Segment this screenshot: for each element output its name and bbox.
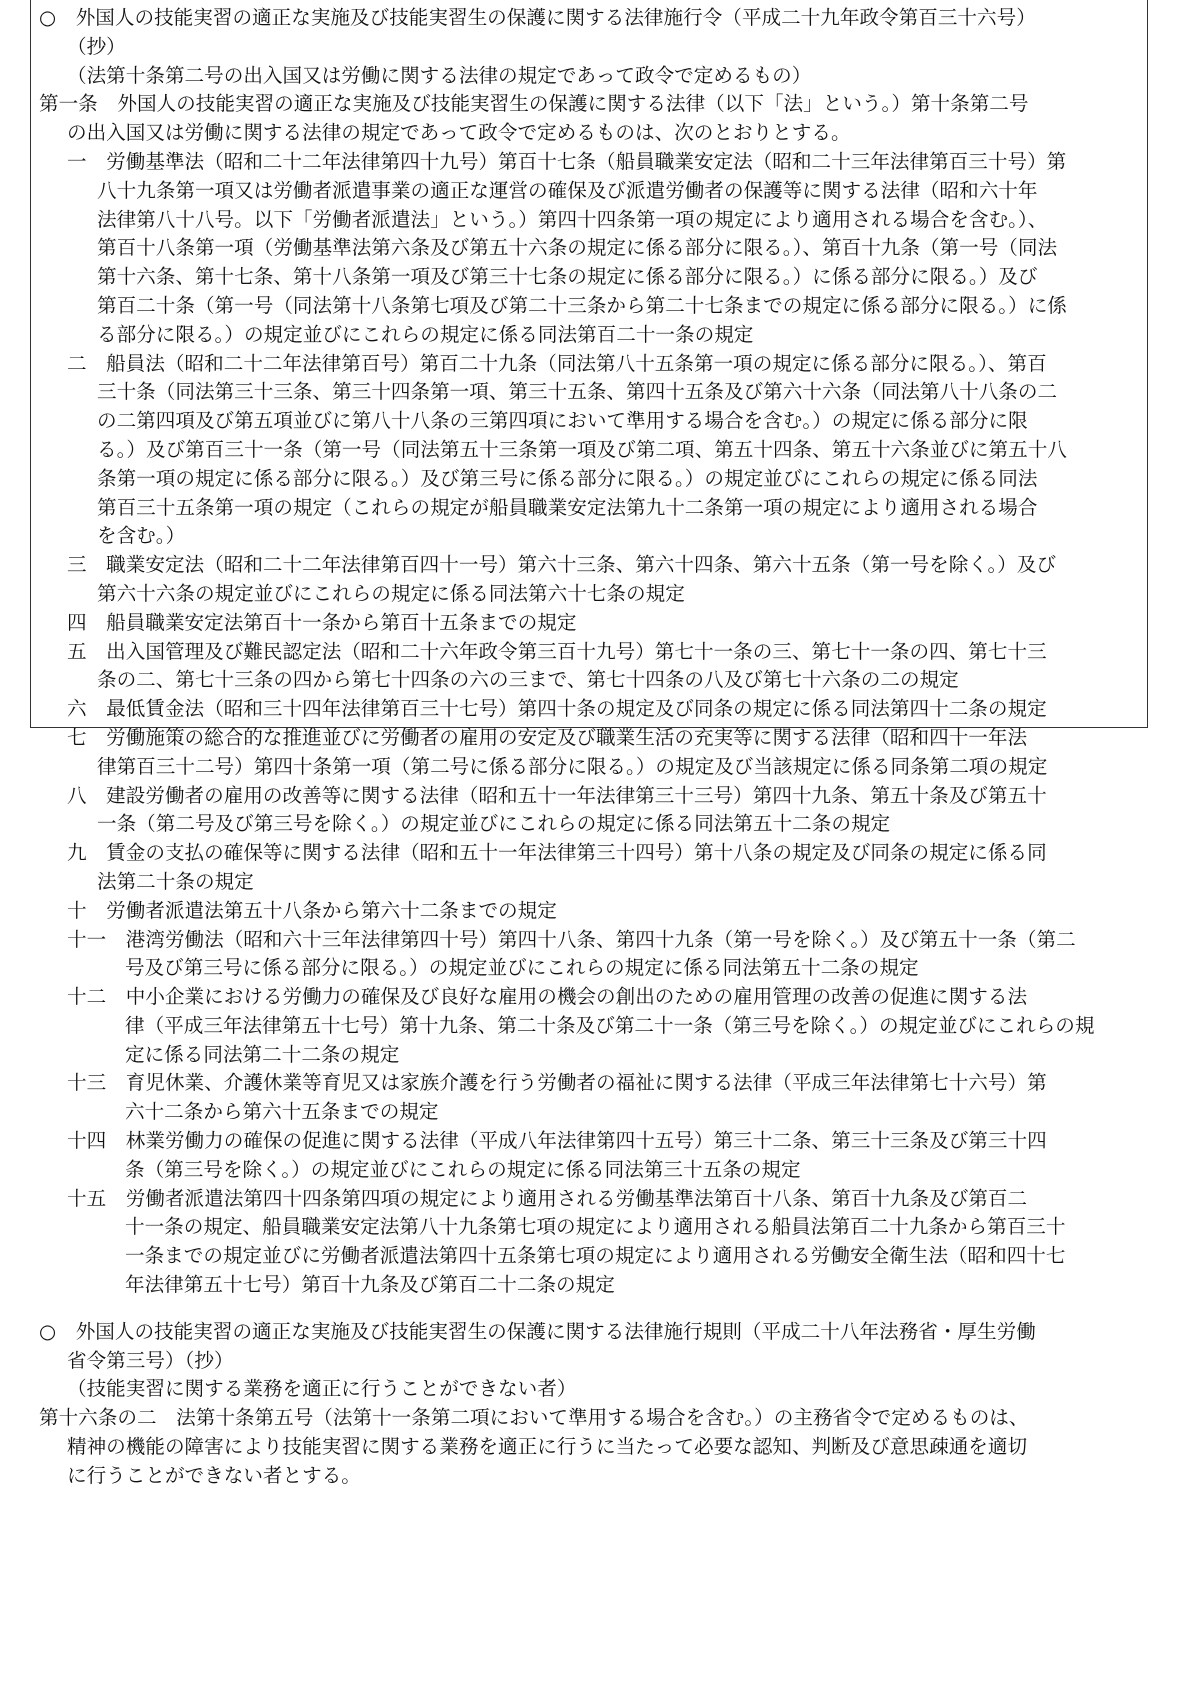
- order-text-line: 十一条の規定、船員職業安定法第八十九条第七項の規定により適用される船員法第百二十九条から第百三十: [125, 1215, 1066, 1239]
- order-text-line: 十三 育児休業、介護休業等育児又は家族介護を行う労働者の福祉に関する法律（平成三年法律第七十六号）第: [67, 1071, 1047, 1095]
- order-text-line: 条第一項の規定に係る部分に限る。）及び第三号に係る部分に限る。）の規定並びにこれらの規定に係る同法: [97, 466, 1038, 490]
- order-text-line: ○ 外国人の技能実習の適正な実施及び技能実習生の保護に関する法律施行令（平成二十九年政令第百三十六号）: [39, 6, 1036, 29]
- order-text-line: 一条までの規定並びに労働者派遣法第四十五条第七項の規定により適用される労働安全衛生法（昭和四十七: [125, 1244, 1066, 1268]
- order-text-line: 五 出入国管理及び難民認定法（昭和二十六年政令第三百十九号）第七十一条の三、第七十一条の四、第七十三: [67, 639, 1047, 663]
- regulation-text-line: に行うことができない者とする。: [67, 1463, 361, 1487]
- order-text-line: 律（平成三年法律第五十七号）第十九条、第二十条及び第二十一条（第三号を除く。）の規定並びにこれらの規: [125, 1013, 1095, 1037]
- order-text-line: 第一条 外国人の技能実習の適正な実施及び技能実習生の保護に関する法律（以下「法」という。）第十条第二号: [39, 92, 1029, 116]
- order-text-line: 条の二、第七十三条の四から第七十四条の六の三まで、第七十四条の八及び第七十六条の二の規定: [97, 668, 959, 692]
- order-text-line: 一条（第二号及び第三号を除く。）の規定並びにこれらの規定に係る同法第五十二条の規定: [97, 812, 891, 836]
- order-text-line: 六十二条から第六十五条までの規定: [125, 1100, 439, 1124]
- order-text-line: の出入国又は労働に関する法律の規定であって政令で定めるものは、次のとおりとする。: [67, 121, 851, 145]
- order-text-line: 十 労働者派遣法第五十八条から第六十二条までの規定: [67, 898, 557, 922]
- order-text-line: 第百三十五条第一項の規定（これらの規定が船員職業安定法第九十二条第一項の規定により適用される場合: [97, 495, 1038, 519]
- document-frame: [30, 0, 1148, 1487]
- order-text-line: 定に係る同法第二十二条の規定: [125, 1042, 400, 1066]
- order-text-line: 第十六条、第十七条、第十八条第一項及び第三十七条の規定に係る部分に限る。）に係る部分に限る。）及び: [97, 265, 1038, 289]
- order-text-line: 条（第三号を除く。）の規定並びにこれらの規定に係る同法第三十五条の規定: [125, 1157, 801, 1181]
- order-text-line: 七 労働施策の総合的な推進並びに労働者の雇用の安定及び職業生活の充実等に関する法律（昭和四十一年法: [67, 725, 1028, 749]
- order-text-line: 第六十六条の規定並びにこれらの規定に係る同法第六十七条の規定: [97, 581, 685, 605]
- order-text-line: 第百二十条（第一号（同法第十八条第七項及び第二十三条から第二十七条までの規定に係る部分に限る。）に係: [97, 293, 1067, 317]
- regulation-text-line: 省令第三号）（抄）: [67, 1348, 234, 1372]
- order-text-line: 八十九条第一項又は労働者派遣事業の適正な運営の確保及び派遣労働者の保護等に関する法律（昭和六十年: [97, 178, 1038, 202]
- order-text-line: 八 建設労働者の雇用の改善等に関する法律（昭和五十一年法律第三十三号）第四十九条、第五十条及び第五十: [67, 783, 1047, 807]
- order-text-line: 三十条（同法第三十三条、第三十四条第一項、第三十五条、第四十五条及び第六十六条（同法第八十八条の二: [97, 380, 1058, 404]
- order-text-line: 三 職業安定法（昭和二十二年法律第百四十一号）第六十三条、第六十四条、第六十五条（第一号を除く。）及び: [67, 553, 1057, 577]
- order-text-line: 第百十八条第一項（労働基準法第六条及び第五十六条の規定に係る部分に限る。）、第百十九条（第一号（同法: [97, 236, 1058, 260]
- order-text-line: 律第百三十二号）第四十条第一項（第二号に係る部分に限る。）の規定及び当該規定に係る同条第二項の規定: [97, 754, 1048, 778]
- order-text-line: る。）及び第百三十一条（第一号（同法第五十三条第一項及び第二項、第五十四条、第五十六条並びに第五十八: [97, 437, 1067, 461]
- order-text-line: 四 船員職業安定法第百十一条から第百十五条までの規定: [67, 610, 577, 634]
- order-text-line: 六 最低賃金法（昭和三十四年法律第百三十七号）第四十条の規定及び同条の規定に係る同法第四十二条の規定: [67, 697, 1047, 721]
- order-text-line: 十二 中小企業における労働力の確保及び良好な雇用の機会の創出のための雇用管理の改善の促進に関する法: [67, 985, 1028, 1009]
- regulation-text-line: （技能実習に関する業務を適正に行うことができない者）: [67, 1377, 577, 1401]
- section-enforcement-regulation: [39, 1318, 1137, 1491]
- order-text-line: る部分に限る。）の規定並びにこれらの規定に係る同法第百二十一条の規定: [97, 322, 754, 346]
- order-text-line: 十五 労働者派遣法第四十四条第四項の規定により適用される労働基準法第百十八条、第百十九条及び第百二: [67, 1186, 1028, 1210]
- order-text-line: の二第四項及び第五項並びに第八十八条の三第四項において準用する場合を含む。）の規定に係る部分に限: [97, 409, 1028, 433]
- section-enforcement-order: [39, 4, 1137, 1300]
- order-text-line: （法第十条第二号の出入国又は労働に関する法律の規定であって政令で定めるもの）: [67, 63, 812, 87]
- regulation-text-line: 第十六条の二 法第十条第五号（法第十一条第二項において準用する場合を含む。）の主務省令で定めるものは、: [39, 1406, 1029, 1430]
- order-text-line: 号及び第三号に係る部分に限る。）の規定並びにこれらの規定に係る同法第五十二条の規定: [125, 956, 919, 980]
- order-text-line: 十四 林業労働力の確保の促進に関する法律（平成八年法律第四十五号）第三十二条、第三十三条及び第三十四: [67, 1129, 1047, 1153]
- order-text-line: を含む。）: [97, 524, 186, 548]
- order-text-line: 法第二十条の規定: [97, 869, 254, 893]
- order-text-line: 一 労働基準法（昭和二十二年法律第四十九号）第百十七条（船員職業安定法（昭和二十三年法律第百三十号）第: [67, 149, 1067, 173]
- order-text-line: 法律第八十八号。以下「労働者派遣法」という。）第四十四条第一項の規定により適用される場合を含む。）、: [97, 207, 1048, 231]
- regulation-text-line: 精神の機能の障害により技能実習に関する業務を適正に行うに当たって必要な認知、判断及び意思疎通を適切: [67, 1435, 1028, 1459]
- order-text-line: 二 船員法（昭和二十二年法律第百号）第百二十九条（同法第八十五条第一項の規定に係る部分に限る。）、第百: [67, 351, 1047, 375]
- order-text-line: （抄）: [67, 34, 126, 58]
- regulation-text-line: ○ 外国人の技能実習の適正な実施及び技能実習生の保護に関する法律施行規則（平成二十八年法務省・厚生労働: [39, 1319, 1036, 1343]
- section-gap: [39, 1300, 1137, 1318]
- order-text-line: 年法律第五十七号）第百十九条及び第百二十二条の規定: [125, 1273, 615, 1297]
- order-text-line: 十一 港湾労働法（昭和六十三年法律第四十号）第四十八条、第四十九条（第一号を除く。）及び第五十一条（第二: [67, 927, 1076, 951]
- order-text-line: 九 賃金の支払の確保等に関する法律（昭和五十一年法律第三十四号）第十八条の規定及び同条の規定に係る同: [67, 841, 1047, 865]
